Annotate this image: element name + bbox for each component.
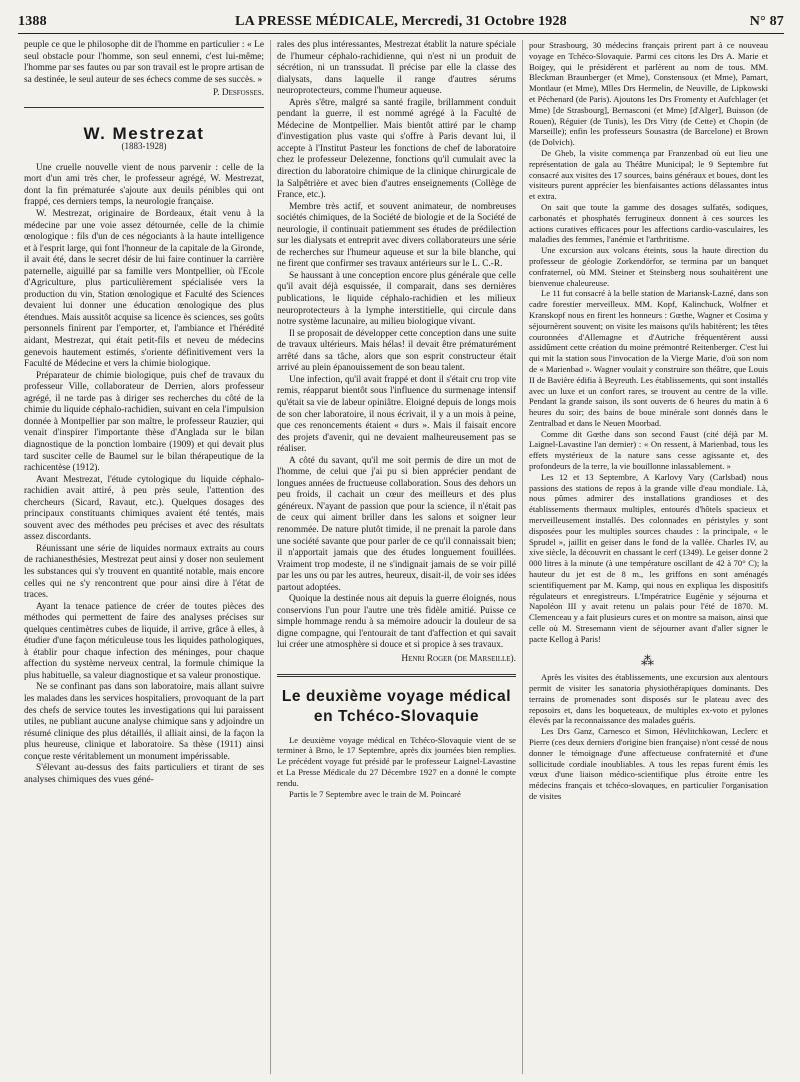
article-paragraph: pour Strasbourg, 30 médecins français prirent part à ce nouveau voyage en Tchéco-Slovaquie. Parmi ces citons les Drs A. Marie et Boigey, qui le présidèrent et parlèrent au nom de tous. MM. Bleckman Braunberger (et Mme), Constensoux (et Mme), Pamart, Montlaur (et Mme), Mlles Drs Hermelin, de Neuville, de Lipkowski et Péchenard (de Paris). Ajoutons les Drs Fromenty et Aufchlager (et Mme) [de Strasbourg], Bernasconi (et Mme) [d'Alger], Buisson (de Rouen), Réguier (de Tunis), les Drs Vitry (de Cette) et Chopin (de Marseille); enfin les professeurs Sousastra (de Barcelone) et Brown (de Dolvich). (529, 40, 768, 148)
article-title (277, 687, 516, 727)
obit-paragraph: Avant Mestrezat, l'étude cytologique du liquide céphalo-rachidien avait attiré, à peu près seule, l'attention des chercheurs (Sicard, Ravaut, etc.). Quelques dosages des principaux constituants chimiques avaient été tentés, mais souvent avec des méthodes peu précises et avec des résultats assez discordants. (24, 474, 264, 543)
page-header (18, 14, 784, 34)
obit-paragraph: Quoique la destinée nous ait depuis la guerre éloignés, nous conservions l'un pour l'autre une très fidèle amitié. Puisse ce simple hommage rendu à sa mémoire adoucir la douleur de sa digne compagne, qui l'entourait de tant d'affection et qui savait lui créer une atmosphère si douce et si propice à ses travaux. (277, 594, 516, 651)
obit-paragraph: Préparateur de chimie biologique, puis chef de travaux du professeur Ville, collaborateur de Derrien, alors professeur agrégé, il ne tarde pas à diriger ses recherches du côté de la chimie du liquide céphalo-rachidien, suivant en cela l'impulsion donnée à Montpellier par son maître, le professeur Rauzier, qui venait d'inspirer l'importante thèse d'Anglada sur le bilan diagnostique de la ponction lombaire (1909) et qui devait plus tard susciter celle de Baumel sur le bilan thérapeutique de la rachicentèse (1912). (24, 370, 264, 474)
divider (277, 674, 516, 677)
page-number: 1388 (18, 14, 47, 29)
article-paragraph: Les Drs Ganz, Carnesco et Simon, Hévlitchkowan, Leclerc et Pierre (ces deux derniers d'origine bien française) n'ont cessé de nous donner le témoignage d'une affectueuse confraternité et d'une sollicitude cordiale inoubliables. A tous les repas furent émis les vœux d'une liaison médico-scientifique plus étroite entre les médecins français et tchéco-slovaques, en particulier l'organisation de visites (529, 726, 768, 801)
obit-paragraph: W. Mestrezat, originaire de Bordeaux, était venu à la médecine par une voie assez détournée, celle de la chimie œnologique : fils d'un de ces négociants à la haute intelligence et à l'esprit large, qui font l'honneur de la capitale de la Gironde, il avait été, dans le secret désir de lui faire continuer la carrière paternelle, aiguillé par sa famille vers Montpellier, où l'Ecole d'Agriculture, plus particulièrement spécialisée vers la production du vin, Station œnologique et Faculté des Sciences devaient lui donner une éducation œnologique des plus étendues. Mais aussitôt acquise sa licence ès sciences, ses goûts personnels finirent par l'emporter, et, l'ambiance et l'hérédité aidant, Mestrezat, qui était petit-fils et neveu de médecins genevois hautement estimés, s'oriente définitivement vers la Faculté de Médecine et vers la chimie biologique. (24, 209, 264, 370)
obit-paragraph: Il se proposait de développer cette conception dans une suite de travaux ultérieurs. Mais hélas! il devait être prématurément arrêté dans sa tâche, alors que son esprit constructeur était arrivé au plein épanouissement de son beau talent. (277, 328, 516, 374)
article-paragraph: Comme dit Gœthe dans son second Faust (cité déjà par M. Laignel-Lavastine l'an dernier) : « On ressent, à Marienbad, tous les effets mystérieux de la nature sans cesse agissante et, des profondeurs de la terre, la vie bouillonne inlassablement. » (529, 428, 768, 472)
article-paragraph: On sait que toute la gamme des dosages sulfatés, sodiques, carbonatés et phosphatés ferrugineux donnent à ces sources les actions curatives efficaces pour les affections cardio-vasculaires, les maladies des femmes, l'anémie et l'arthritisme. (529, 201, 768, 245)
article-title-line-1: Le deuxième voyage médical (281, 687, 512, 705)
article-paragraph: Après les visites des établissements, une excursion aux alentours permit de visiter les sanatoria physiothérapiques dominants. Des terrains de promenades sont disposés sur le plateau avec des reposoirs et, dans les boqueteaux, de multiples ex-voto et pylones élevés par la reconnaissance des malades guéris. (529, 672, 768, 726)
obit-paragraph: Se haussant à une conception encore plus générale que celle qu'il avait déjà esquissée, il comparait, dans ses dernières publications, le liquide céphalo-rachidien et les milieux neuroprotecteurs à la lymphe interstitielle, qui circule dans notre système lacunaire, au milieu biologique vivant. (277, 270, 516, 328)
obit-paragraph: rales des plus intéressantes, Mestrezat établit la nature spéciale de l'humeur céphalo-rachidienne, qui n'est ni un produit de sécrétion, ni un transsudat. Il précise par elle la classe des dialysats, dans laquelle il range d'autres sérums neuroprotecteurs, comme l'humeur aqueuse. (277, 40, 516, 97)
obit-paragraph: Ayant la tenace patience de créer de toutes pièces des méthodes qui permettent de faire des analyses précises sur quelques centimètres cubes de liquide, il arrive, grâce à elles, à étudier d'une façon méticuleuse tous les liquides pathologiques, à établir pour chaque infection des méninges, pour chaque affection du système nerveux central, la formule chimique la plus habituelle, sa valeur diagnostique et sa valeur pronostique. (24, 601, 264, 681)
column-3 (522, 40, 774, 1074)
obituary-signature: Henri Roger (de Marseille). (401, 653, 516, 664)
newspaper-page (18, 14, 784, 1074)
issue-number: N° 87 (749, 14, 784, 29)
obit-paragraph: Réunissant une série de liquides normaux extraits au cours de rachianesthésies, Mestrezat peut ainsi y doser non seulement les substances qui s'y trouvent en quantité notable, mais encore celles qui ne s'y rencontrent que pour ainsi dire à l'état de traces. (24, 543, 264, 601)
article-paragraph: Partis le 7 Septembre avec le train de M. Poincaré (289, 788, 461, 799)
article-paragraph: Le 11 fut consacré à la belle station de Mariansk-Lazné, dans son cadre forestier merveilleux. MM. Kopf, Kalinchuck, Wolfner et Kranskopf nous en firent les honneurs : Gœthe, Wagner et Cosima y séjournèrent souvent; on visite les maisons qu'ils habitèrent; les têtes couronnées d'Allemagne et d'Autriche fréquentèrent aussi assidûment cette création du moine prémontré Reitenberger. C'est lui qui mit la station sous l'invocation de la Vierge Marie, d'où son nom de « Marienbad ». Wagner voulait y construire son théâtre, que Louis II de Bavière édifia à Beyreuth. Les établissements, qui sont installés avec un luxe et un confort rares, se trouvent au centre de la ville. Pendant la grande saison, ils sont ouverts de 6 heures du matin à 6 heures du soir; des bains de boue minérale sont donnés dans le Zentralbad et dans le Neuen Moorbad. (529, 288, 768, 428)
column-2 (270, 40, 522, 1074)
obit-paragraph: Une infection, qu'il avait frappé et dont il s'était cru trop vite remis, réapparut bientôt sous l'influence du surmenage intensif qu'était sa vie de labeur opiniâtre. Eloigné depuis de longs mois de son cher laboratoire, il nous écrivait, il y a un mois à peine, que ces renoncements étaient « durs ». Mais il faisait encore des projets d'avenir, qui ne devaient malheureusement pas se réaliser. (277, 374, 516, 455)
article-body (277, 735, 516, 800)
asterism-separator: ⁂ (641, 652, 656, 668)
divider (24, 107, 264, 108)
article-paragraph: Les 12 et 13 Septembre, A Karlovy Vary (Carlsbad) nous passions des stations de repos à la grande ville d'eau mondiale. Là, nous pûmes admirer des installations grandioses et des établissements thermaux multiples, entourés d'hôtels spacieux et merveilleusement installés. Des colonnades en péristyles y sont disposées pour les multiples sources chaudes : la principale, « le Sprudel », jaillit en geiser dans le fond de la vallée. Charles IV, au xive siècle, la découvrit en chassant le cerf (1349). Le geiser donne 2 000 litres à la minute (à une température oscillant de 42 à 70° C); la hauteur du jet est de 8 m., les griffons en sont aménagés scientifiquement par M. Kamp, qui nous en expliqua les dispositifs régulateurs et enregistreurs. L'Impératrice Eugénie y séjourna et Napoléon III y avait retenu un palais pour l'été de 1870. M. Clemenceau y a fait plusieurs cures et on montre sa maison, ainsi que celle où M. Stresemann vient de séjourner avant d'aller signer le pacte Kellog à Paris! (529, 471, 768, 644)
obit-paragraph: Une cruelle nouvelle vient de nous parvenir : celle de la mort d'un ami très cher, le professeur agrégé, W. Mestrezat, dont la fin prématurée s'ajoute aux deuils pénibles qui ont frappé, ces derniers temps, la neurologie française. (24, 162, 264, 208)
obituary-years: (1883-1928) (121, 141, 167, 152)
article-title-line-2: en Tchéco-Slovaquie (313, 707, 480, 725)
article-paragraph: Le deuxième voyage médical en Tchéco-Slovaquie vient de se terminer à Brno, le 17 Septembre, après dix journées bien remplies. Le précédent voyage fut présidé par le professeur Laignel-Lavastine et La Presse Médicale du 27 Décembre 1927 en a donné le compte rendu. (277, 734, 516, 788)
obit-paragraph: Après s'être, malgré sa santé fragile, brillamment conduit pendant la guerre, il est nommé agrégé à la Faculté de Médecine de Montpellier. Mais bientôt attiré par le champ d'investigation plus vaste qui s'offre à Paris devant lui, il accepte à l'Institut Pasteur les fonctions de chef de laboratoire chez le professeur Delezenne, fonctions qu'il cumulait avec la direction du laboratoire chimique de la clinique chirurgicale de la Salpêtrière et avec bien d'autres enseignements (Collège de France, etc.). (277, 97, 516, 201)
intro-paragraph: peuple ce que le philosophe dit de l'homme en particulier : « Le seul obstacle pour l'homme, son seul ennemi, c'est lui-même; l'homme par ses fautes ou par son travail est le propre artisan de sa destinée, le seul auteur de ses échecs comme de ses succès. » (24, 40, 264, 85)
columns (18, 40, 784, 1074)
article-paragraph: De Gheb, la visite commença par Franzenbad où eut lieu une représentation de gala au Théâtre Municipal; le 9 Septembre fut consacré aux visites des 17 sources, bains généraux et boues, dont les visiteurs purent apprécier les bienfaisantes actions délassantes intus et extra. (529, 147, 768, 202)
obit-paragraph: A côté du savant, qu'il me soit permis de dire un mot de l'homme, de celui que j'ai pu si bien apprécier pendant de longues années de fructueuse collaboration. Sous des dehors un peu froids, il cachait un cœur des meilleurs et des plus généreux. N'ayant de passion que pour la science, il n'était pas de ceux qui aiment briller dans les salons et soigner leur renommée. De nature plutôt timide, il ne prenait la parole dans une société savante que pour parler de ce qu'il connaissait bien; il n'apportait jamais que des études longuement fouillées. Vraiment trop modeste, il ne s'indignait jamais de se voir pillé par les uns ou par les autres, heureux, disait-il, de voir ses idées partout adoptées. (277, 455, 516, 593)
journal-title: LA PRESSE MÉDICALE, Mercredi, 31 Octobre 1928 (235, 14, 567, 29)
obit-paragraph: Membre très actif, et souvent animateur, de nombreuses sociétés chimiques, de la Société de biologie et de la Société de neurologie, il continuait patiemment ses études de prédilection sur les dialysats et entreprit avec divers collaborateurs une série de recherches sur l'humeur aqueuse et sur la bile blanche, qui ne firent que confirmer ses travaux antérieurs sur le L. C.-R. (277, 201, 516, 270)
intro-signature: P. Desfosses. (213, 88, 264, 99)
obituary-title: W. Mestrezat (83, 123, 205, 143)
obit-paragraph: Ne se confinant pas dans son laboratoire, mais allant suivre les malades dans les services hospitaliers, provoquant de la part des chefs de service toutes les investigations qui lui paraissent utiles, ne publiant aucune analyse chimique sans y adjoindre un résumé clinique des plus détaillés, il alliait ainsi, de la façon la plus heureuse, clinique et laboratoire. Sa thèse (1911) ainsi conçue reste véritablement un monument impérissable. (24, 682, 264, 762)
column-1 (18, 40, 270, 1074)
article-paragraph: Une excursion aux volcans éteints, sous la haute direction du professeur de géologie Zorkendörfor, se termina par un banquet confraternel, où MM. Steiner et Steinsberg nous souhaitèrent une bienvenue chaleureuse. (529, 245, 768, 288)
obit-paragraph: S'élevant au-dessus des faits particuliers et tirant de ses analyses chimiques des vues géné- (24, 763, 264, 785)
